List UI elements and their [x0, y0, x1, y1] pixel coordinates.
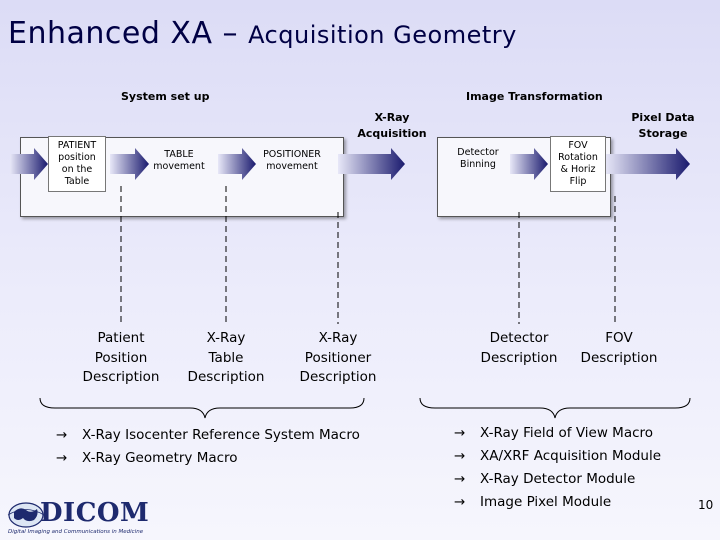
arrow-right-icon: → [56, 427, 68, 443]
left-reference-list [56, 424, 360, 470]
arrow-right-icon: → [454, 494, 466, 510]
flow-arrow-icon [218, 148, 256, 180]
flow-arrow-icon [338, 148, 405, 180]
fov-description: FOV Description [580, 330, 658, 366]
reference-item [454, 422, 661, 445]
right-brace [420, 398, 690, 418]
xray-positioner-description: X-Ray Positioner Description [299, 330, 377, 385]
flow-arrow-icon [10, 148, 48, 180]
positioner-movement-box: POSITIONER movement [263, 149, 321, 172]
logo-tagline: Digital Imaging and Communications in Medicine [8, 529, 144, 535]
flow-arrow-icon [510, 148, 548, 180]
fov-rotation-box: FOV Rotation & Horiz Flip [550, 136, 606, 192]
flow-arrow-icon [110, 148, 149, 180]
pixel-data-storage-label: Pixel Data Storage [631, 111, 695, 140]
reference-label: X-Ray Isocenter Reference System Macro [82, 427, 360, 443]
reference-item [56, 424, 360, 447]
table-movement-box: TABLE movement [153, 149, 205, 172]
reference-label: X-Ray Detector Module [480, 471, 636, 487]
dicom-logo [6, 498, 156, 538]
page-number: 10 [698, 498, 714, 512]
flow-arrow-icon [605, 148, 690, 180]
title-sub: Acquisition Geometry [248, 21, 517, 49]
left-brace [40, 398, 364, 418]
section-system-setup: System set up [121, 90, 210, 103]
arrow-right-icon: → [454, 471, 466, 487]
arrow-right-icon: → [454, 448, 466, 464]
reference-label: XA/XRF Acquisition Module [480, 448, 662, 464]
detector-description: Detector Description [480, 330, 558, 366]
reference-label: X-Ray Field of View Macro [480, 425, 654, 441]
title-main: Enhanced XA – [8, 16, 249, 51]
patient-position-description: Patient Position Description [82, 330, 160, 385]
right-reference-list [454, 422, 661, 514]
logo-wordmark: DICOM [40, 498, 150, 528]
reference-item [56, 447, 360, 470]
reference-label: Image Pixel Module [480, 494, 612, 510]
patient-position-box: PATIENT position on the Table [48, 136, 106, 192]
reference-item [454, 445, 661, 468]
arrow-right-icon: → [454, 425, 466, 441]
xray-table-description: X-Ray Table Description [187, 330, 265, 385]
section-image-transformation: Image Transformation [466, 90, 603, 103]
arrow-right-icon: → [56, 450, 68, 466]
reference-item [454, 468, 661, 491]
reference-label: X-Ray Geometry Macro [82, 450, 238, 466]
xray-acquisition-label: X-Ray Acquisition [357, 111, 427, 140]
detector-binning-box: Detector Binning [457, 147, 499, 170]
reference-item [454, 491, 661, 514]
